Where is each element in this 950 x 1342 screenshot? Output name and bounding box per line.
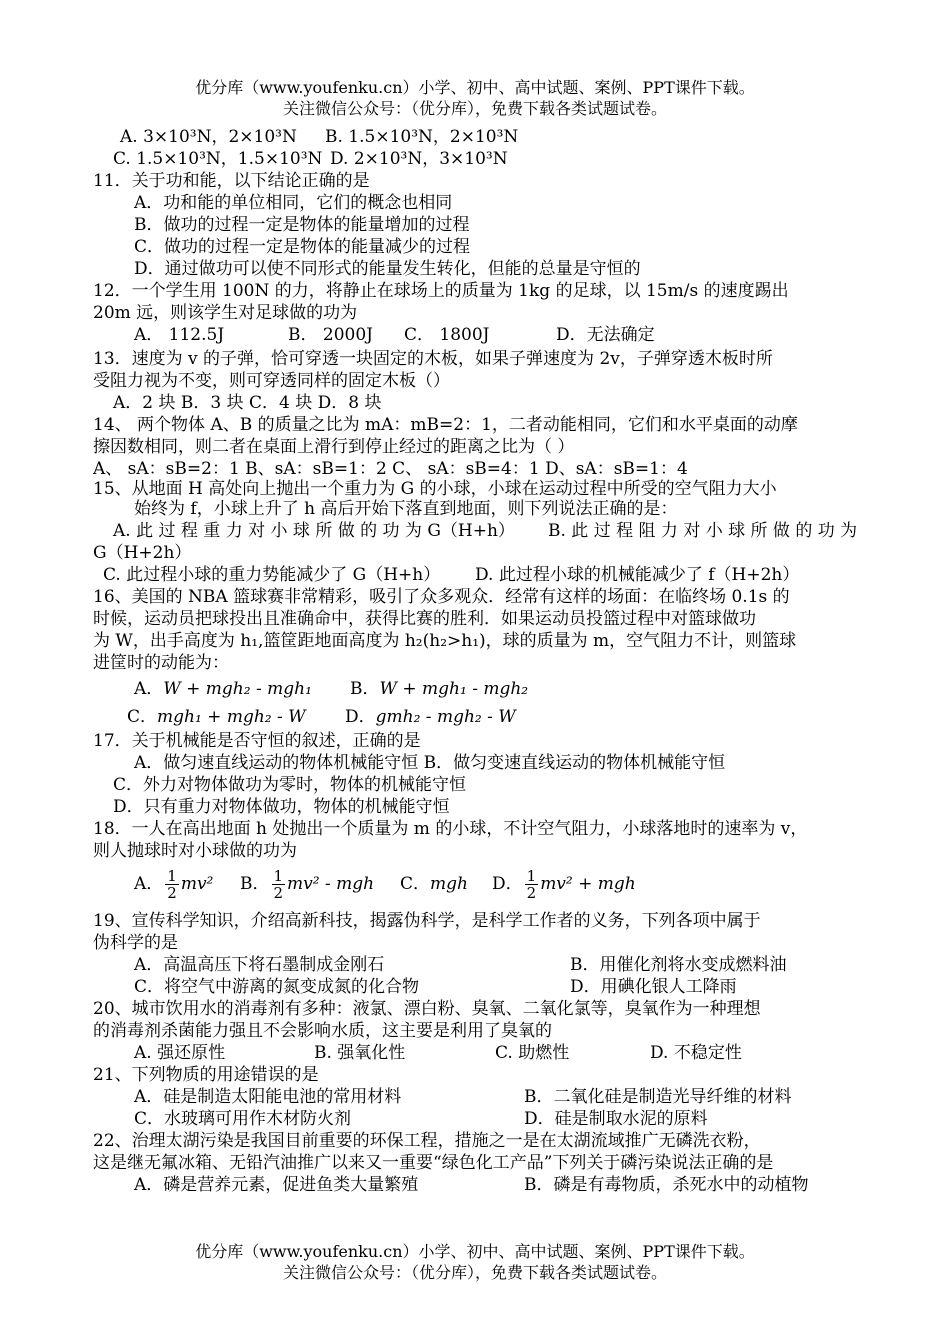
- q16-option-a: [134, 678, 312, 700]
- q18-stem-line-2: 则人抛球时对小球做的功为: [93, 841, 297, 861]
- q11-option-b: B．做功的过程一定是物体的能量增加的过程: [134, 215, 470, 235]
- q12-stem-line-1: 12．一个学生用 100N 的力，将静止在球场上的质量为 1kg 的足球，以 15m/s 的速度踢出: [93, 281, 789, 301]
- q15-option-b-cont: G（H+2h）: [93, 543, 192, 563]
- q16-option-b: [350, 678, 528, 700]
- q18-option-a-label: A．: [134, 874, 164, 894]
- q16-line-2: 时候，运动员把球投出且准确命中，获得比赛的胜利．如果运动员投篮过程中对篮球做功: [93, 609, 756, 629]
- fraction-denominator: 2: [273, 884, 284, 902]
- q18-option-d-fraction: [525, 868, 539, 901]
- q16-option-d-formula: gmh₂ - mgh₂ - W: [375, 707, 516, 727]
- q16-option-b-formula: W + mgh₁ - mgh₂: [379, 679, 529, 699]
- q10-option-d: D. 2×10³N，3×10³N: [330, 149, 508, 169]
- q11-stem: 11．关于功和能，以下结论正确的是: [93, 171, 370, 191]
- footer-line-2: 关注微信公众号：（优分库），免费下载各类试题试卷。: [282, 1263, 667, 1282]
- q16-line-4: 进筐时的动能为：: [93, 653, 229, 673]
- q12-option-a: A． 112.5J: [134, 325, 225, 345]
- q16-option-a-label: A．: [134, 679, 164, 699]
- q16-option-c-formula: mgh₁ + mgh₂ - W: [157, 707, 306, 727]
- q15-option-b: B. 此 过 程 阻 力 对 小 球 所 做 的 功 为: [548, 521, 858, 541]
- q18-option-a-fraction: [165, 868, 179, 901]
- q16-line-3: 为 W，出手高度为 h₁,篮筐距地面高度为 h₂(h₂>h₁)，球的质量为 m，空气阻力不计，则篮球: [93, 631, 797, 651]
- header-line-1: 优分库（www.youfenku.cn）小学、初中、高中试题、案例、PPT课件下载。: [195, 78, 755, 97]
- q22-stem-line-1: 22、治理太湖污染是我国目前重要的环保工程，措施之一是在太湖流域推广无磷洗衣粉，: [93, 1131, 761, 1151]
- q19-option-d: D．用碘化银人工降雨: [570, 977, 737, 997]
- q18-option-c-formula: mgh: [430, 874, 468, 894]
- q18-option-c: [400, 862, 468, 906]
- fraction-numerator: 1: [273, 867, 284, 885]
- q18-option-b-label: B．: [240, 874, 270, 894]
- q14-stem-line-1: 14、 两个物体 A、B 的质量之比为 mA：mB=2：1，二者动能相同，它们和水平桌面的动摩: [93, 415, 798, 435]
- fraction-denominator: 2: [526, 884, 537, 902]
- q18-option-d-formula: mv² + mgh: [540, 874, 636, 894]
- q21-option-b: B．二氧化硅是制造光导纤维的材料: [524, 1087, 792, 1107]
- q21-option-d: D．硅是制取水泥的原料: [524, 1109, 708, 1129]
- q16-line-1: 16、美国的 NBA 篮球赛非常精彩，吸引了众多观众．经常有这样的场面：在临终场 0.1s 的: [93, 587, 790, 607]
- q12-option-d: D．无法确定: [556, 325, 655, 345]
- q15-option-d: D. 此过程小球的机械能减少了 f（H+2h）: [475, 565, 800, 585]
- q18-option-a-formula: mv²: [180, 874, 214, 894]
- q20-option-b: B. 强氧化性: [314, 1043, 406, 1063]
- q20-stem-line-1: 20、城市饮用水的消毒剂有多种：液氯、漂白粉、臭氧、二氧化氯等，臭氧作为一种理想: [93, 999, 761, 1019]
- q16-option-b-label: B．: [350, 679, 380, 699]
- fraction-numerator: 1: [526, 867, 537, 885]
- q12-option-c: C． 1800J: [404, 325, 490, 345]
- q15-stem-line-2: 始终为 f，小球上升了 h 高后开始下落直到地面，则下列说法正确的是：: [134, 499, 678, 519]
- q15-option-a: A. 此 过 程 重 力 对 小 球 所 做 的 功 为 G（H+h）: [113, 521, 515, 541]
- q10-option-a: A. 3×10³N，2×10³N: [120, 127, 297, 147]
- q16-option-d: [345, 706, 516, 728]
- q19-option-a: A．高温高压下将石墨制成金刚石: [134, 955, 385, 975]
- q15-stem-line-1: 15、从地面 H 高处向上抛出一个重力为 G 的小球，小球在运动过程中所受的空气阻力大小: [93, 479, 777, 499]
- q21-option-c: C．水玻璃可用作木材防火剂: [134, 1109, 352, 1129]
- q11-option-c: C．做功的过程一定是物体的能量减少的过程: [134, 237, 471, 257]
- q16-option-c-label: C．: [127, 707, 158, 727]
- q13-stem-line-2: 受阻力视为不变，则可穿透同样的固定木板（）: [93, 371, 450, 391]
- q16-option-d-label: D．: [345, 707, 376, 727]
- q20-option-c: C. 助燃性: [495, 1043, 570, 1063]
- q22-stem-line-2: 这是继无氟冰箱、无铅汽油推广以来又一重要“绿色化工产品”下列关于磷污染说法正确的是: [93, 1153, 774, 1173]
- q15-option-c: C. 此过程小球的重力势能减少了 G（H+h）: [103, 565, 441, 585]
- q14-stem-line-2: 擦因数相同，则二者在桌面上滑行到停止经过的距离之比为（ ）: [93, 437, 575, 457]
- q13-stem-line-1: 13．速度为 v 的子弹，恰可穿透一块固定的木板，如果子弹速度为 2v，子弹穿透木板时所: [93, 349, 773, 369]
- q17-stem: 17．关于机械能是否守恒的叙述，正确的是: [93, 731, 421, 751]
- q13-options: A．2 块 B．3 块 C．4 块 D．8 块: [113, 393, 382, 413]
- q21-stem: 21、下列物质的用途错误的是: [93, 1065, 319, 1085]
- q17-option-c: C．外力对物体做功为零时，物体的机械能守恒: [113, 775, 467, 795]
- q18-option-a: [134, 862, 213, 906]
- q16-option-c: [127, 706, 306, 728]
- q18-option-b-fraction: [272, 868, 286, 901]
- q18-option-c-label: C．: [400, 874, 431, 894]
- fraction-denominator: 2: [167, 884, 177, 902]
- q20-option-a: A. 强还原性: [134, 1043, 226, 1063]
- q22-option-b: B．磷是有毒物质，杀死水中的动植物: [524, 1175, 809, 1195]
- q18-option-b-formula: mv² - mgh: [287, 874, 375, 894]
- fraction-numerator: 1: [167, 867, 177, 885]
- q20-stem-line-2: 的消毒剂杀菌能力强且不会影响水质，这主要是利用了臭氧的: [93, 1021, 552, 1041]
- q18-option-d: [492, 862, 636, 906]
- q19-option-b: B．用催化剂将水变成燃料油: [570, 955, 787, 975]
- q11-option-d: D．通过做功可以使不同形式的能量发生转化，但能的总量是守恒的: [134, 259, 641, 279]
- q20-option-d: D. 不稳定性: [650, 1043, 742, 1063]
- q14-options: A、 sA：sB=2：1 B、sA：sB=1：2 C、 sA：sB=4：1 D、sA：sB=1：4: [93, 459, 688, 479]
- q10-option-c: C. 1.5×10³N，1.5×10³N: [113, 149, 323, 169]
- q21-option-a: A．硅是制造太阳能电池的常用材料: [134, 1087, 402, 1107]
- q17-option-d: D．只有重力对物体做功，物体的机械能守恒: [113, 797, 450, 817]
- q11-option-a: A．功和能的单位相同，它们的概念也相同: [134, 193, 453, 213]
- q22-option-a: A．磷是营养元素，促进鱼类大量繁殖: [134, 1175, 419, 1195]
- q18-option-d-label: D．: [492, 874, 523, 894]
- footer-line-1: 优分库（www.youfenku.cn）小学、初中、高中试题、案例、PPT课件下载。: [195, 1242, 755, 1261]
- q17-option-ab: A．做匀速直线运动的物体机械能守恒 B．做匀变速直线运动的物体机械能守恒: [134, 753, 726, 773]
- q12-option-b: B． 2000J: [288, 325, 373, 345]
- q18-option-b: [240, 862, 374, 906]
- header-line-2: 关注微信公众号：（优分库），免费下载各类试题试卷。: [282, 99, 667, 118]
- q10-option-b: B. 1.5×10³N，2×10³N: [325, 127, 519, 147]
- q19-stem-line-2: 伪科学的是: [93, 933, 178, 953]
- q19-option-c: C．将空气中游离的氮变成氮的化合物: [134, 977, 420, 997]
- q16-option-a-formula: W + mgh₂ - mgh₁: [163, 679, 312, 699]
- q18-stem-line-1: 18．一人在高出地面 h 处抛出一个质量为 m 的小球，不计空气阻力，小球落地时的速率为 v，: [93, 819, 808, 839]
- q19-stem-line-1: 19、宣传科学知识，介绍高新科技，揭露伪科学，是科学工作者的义务，下列各项中属于: [93, 911, 761, 931]
- q12-stem-line-2: 20m 远，则该学生对足球做的功为: [93, 303, 358, 323]
